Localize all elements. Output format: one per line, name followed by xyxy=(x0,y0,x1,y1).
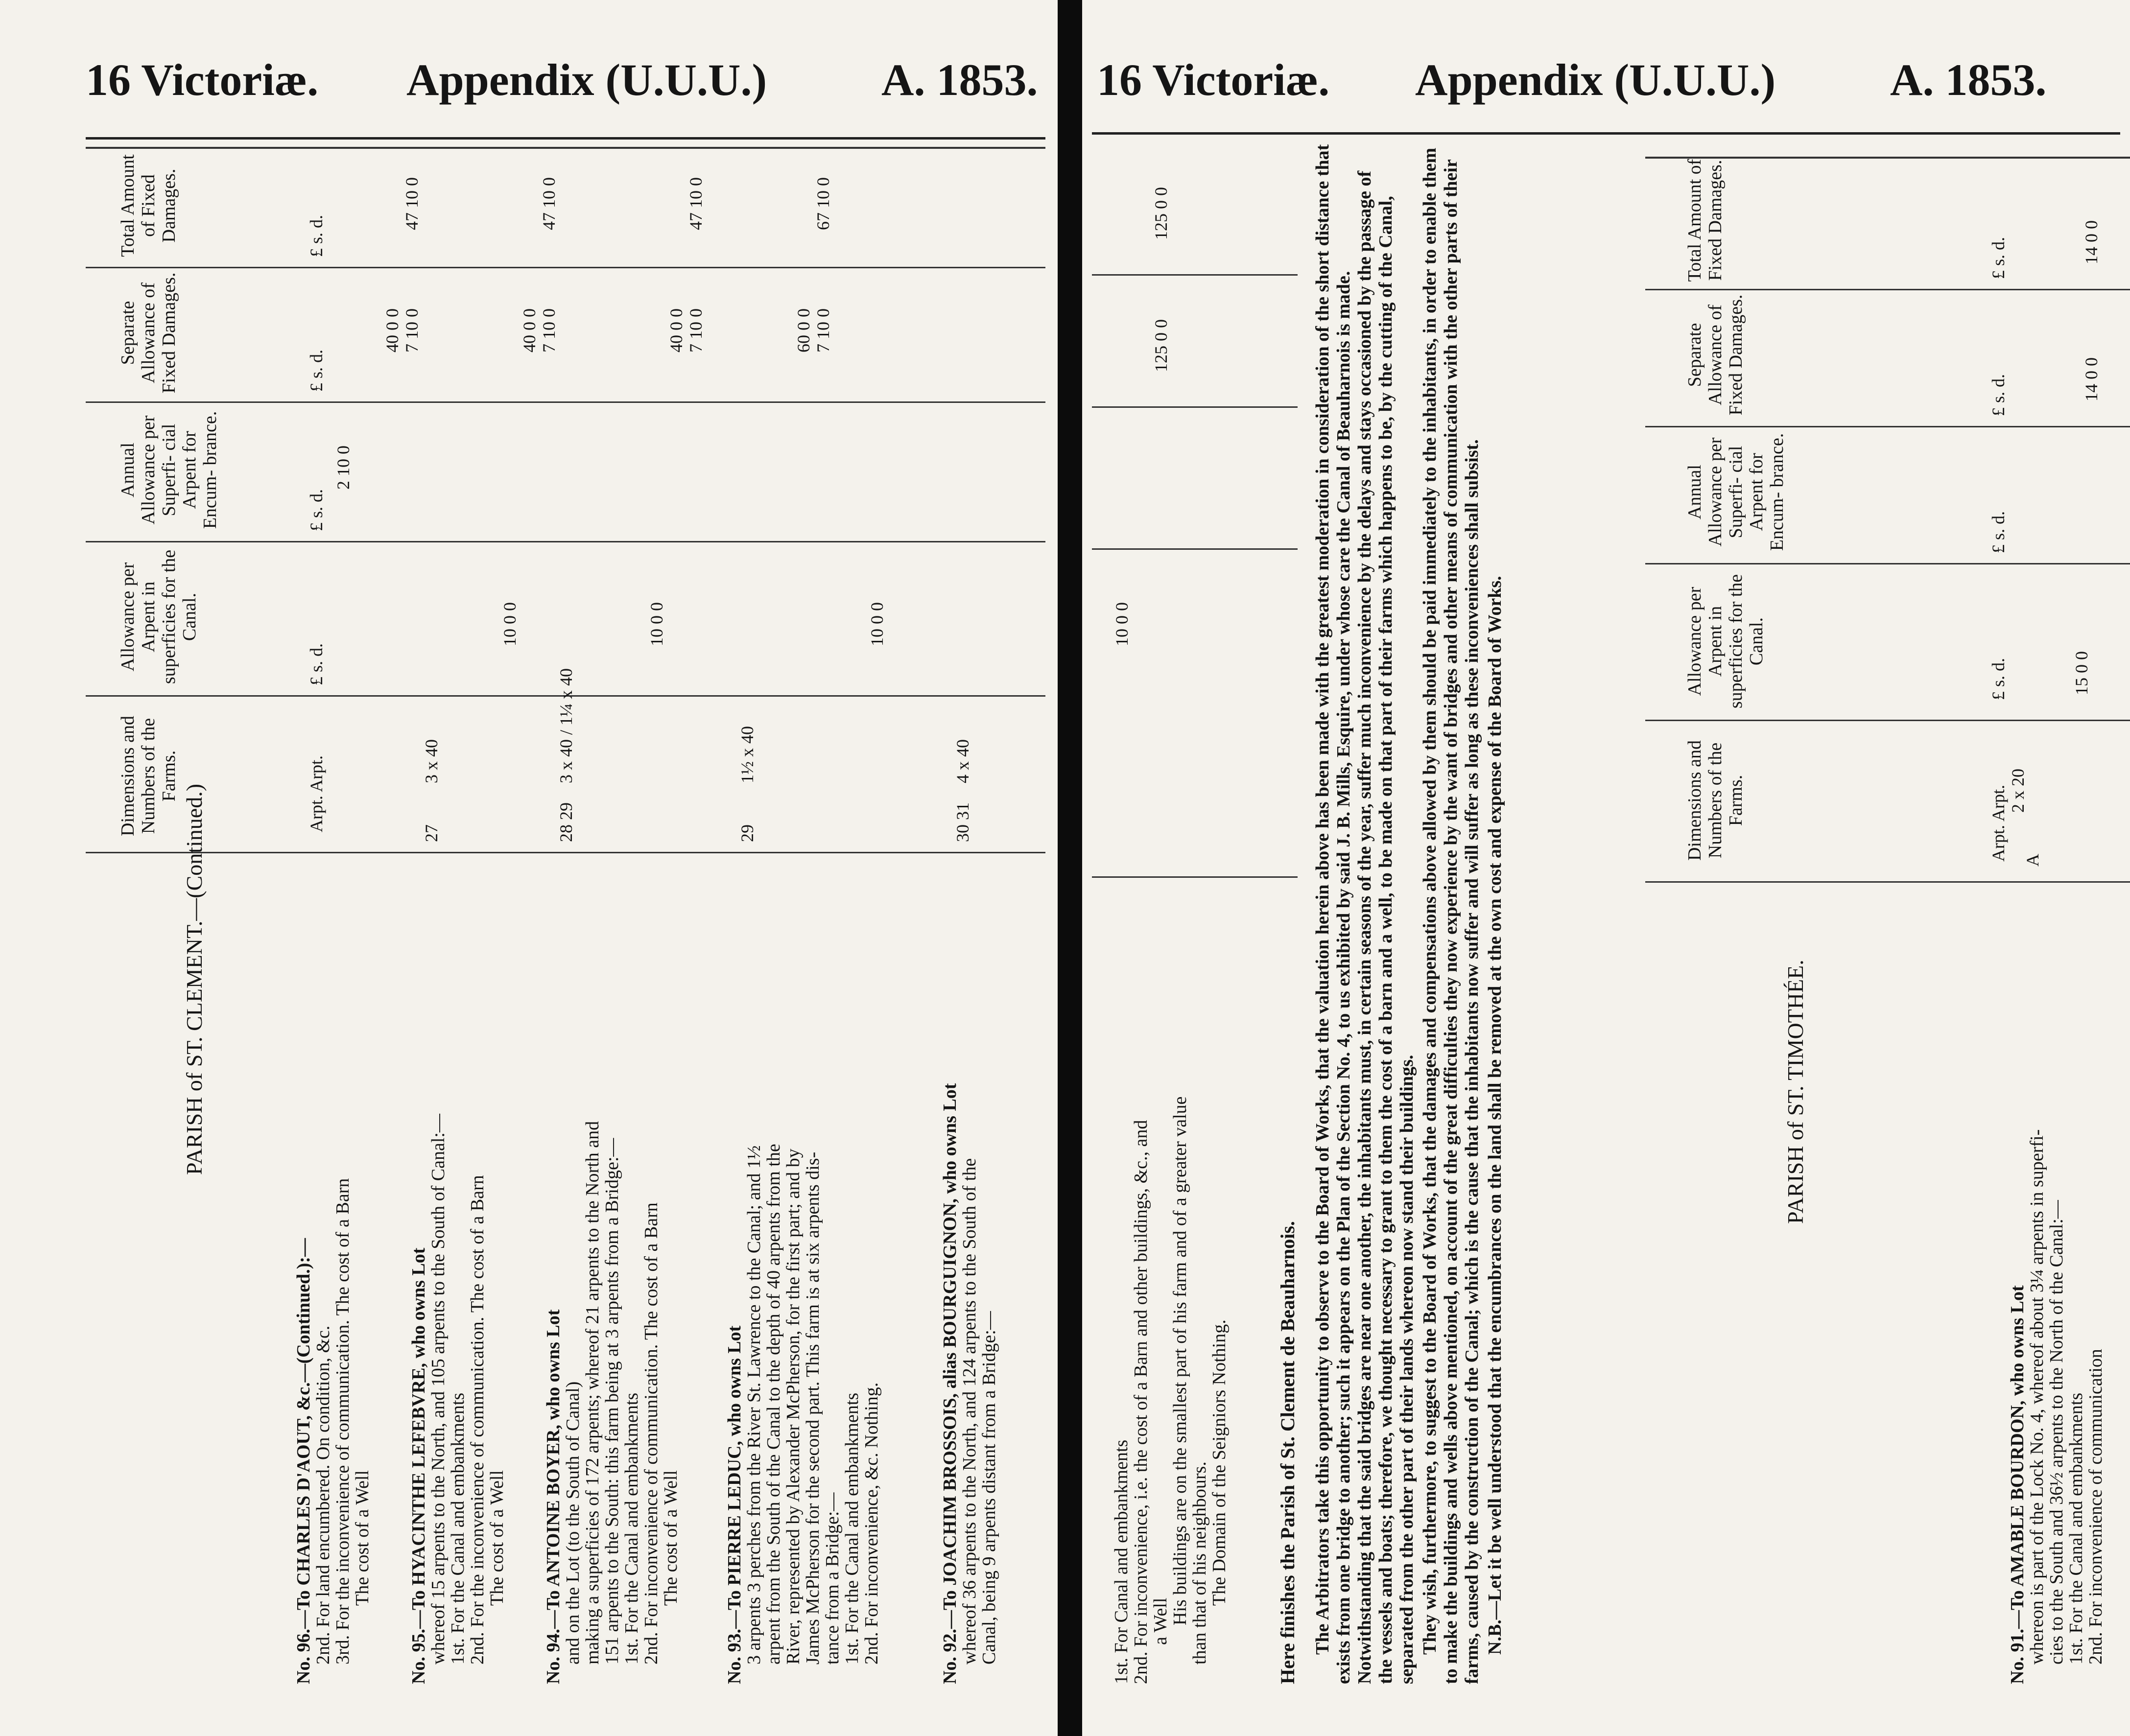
column-annual-heading: Annual Allowance per Superfi- cial Arpent for Encum- brance. xyxy=(118,411,220,529)
right-page xyxy=(1082,0,2130,1736)
farm-no: 29 xyxy=(737,824,757,842)
allow-col-rule xyxy=(1092,548,1298,550)
arpt-units: Arpt. Arpt. xyxy=(1988,785,2008,862)
column-total-heading: Total Amount of Fixed Damages. xyxy=(1684,159,1726,282)
entry-line: No. 91.—To AMABLE BOURDON, who owns Lot xyxy=(2007,1285,2028,1684)
separate-value: 125 0 0 xyxy=(1151,319,1171,372)
column-allowance-heading: Allowance per Arpent in superficies for the Canal. xyxy=(1684,574,1767,709)
money-units: £ s. d. xyxy=(307,214,326,257)
header-rule xyxy=(86,137,1045,140)
annual-col-rule xyxy=(86,401,1045,403)
entry-line: James McPherson for the second part. This farm is at six arpents dis- xyxy=(803,1151,823,1665)
separate-value: 7 10 0 xyxy=(402,308,422,352)
total-value: 47 10 0 xyxy=(402,177,422,230)
entry-no-91 xyxy=(2008,1129,2106,1684)
closing-paragraph: They wish, furthermore, to suggest to the Board of Works, that the damages and compensations above allowed by them should be paid immediately to the inhabitants, in order to enable them to make the buildings and wells above mentioned, on account of the great difficulties they now experience by the want of bridges and other means of communication with the other parts of their farms, caused by the construction of the Canal; which is the cause that the inhabitants now suffer and will suffer as long as these inconveniences shall subsist. xyxy=(1420,147,1482,1684)
total-value: 14 0 0 xyxy=(2082,220,2101,264)
separate-value: 7 10 0 xyxy=(686,308,706,352)
allowance-value: 10 0 0 xyxy=(867,602,887,646)
entry-line: 1st. For Canal and embankments xyxy=(1111,1439,1132,1684)
entry-line: whereof 15 arpents to the North, and 105 arpents to the South of Canal:— xyxy=(428,1114,449,1665)
total-value: 67 10 0 xyxy=(813,177,833,230)
entry-line: 3 arpents 3 perches from the River St. Lawrence to the Canal; and 1½ xyxy=(744,1145,764,1665)
separate-value: 14 0 0 xyxy=(2082,357,2101,401)
separate-col-rule xyxy=(86,267,1045,268)
money-units: £ s. d. xyxy=(307,349,326,392)
farm-dims: 2 x 20 xyxy=(2008,769,2028,813)
entry-line: No. 94.—To ANTOINE BOYER, who owns Lot xyxy=(543,1309,564,1684)
entry-line: tance from a Bridge:— xyxy=(822,1492,843,1665)
entry-line: 2nd. For the inconvenience of communication. The cost of a Barn xyxy=(467,1175,488,1665)
money-units: £ s. d. xyxy=(307,643,326,685)
closing-paragraph: The Arbitrators take this opportunity to observe to the Board of Works, that the valuation herein above has been made with the greatest moderation in consideration of the short distance that exists from one bridge to another; such it appears on the Plan of the Section No. 4, to us exhibited by said J. B. Mills, Esquire, under whose care the Canal of Beauharnois is made. Notwithstanding that the said bridges are near one another, the inhabitants must, in certain seasons of the year, suffer much inconvenience by the delays and stays occasioned by the passage of the vessels and boats; therefore, we thought necessary to grant to them the cost of a barn and a well, to be made on that part of their farms which happens to be, by the cutting of the Canal, separated from the other part of their lands whereon now stand their buildings. xyxy=(1312,144,1417,1684)
entry-line: 2nd. For land encumbered. On condition, &c. xyxy=(313,1325,333,1665)
closing-paragraph: N.B.—Let it be well understood that the encumbrances on the land shall be removed at the own cost and expense of the Board of Works. xyxy=(1485,576,1505,1655)
allowance-value: 15 0 0 xyxy=(2072,651,2091,695)
annual-value: 2 10 0 xyxy=(333,446,353,490)
money-units: £ s. d. xyxy=(1988,657,2008,700)
entry-line: 2nd. For inconvenience, &c. Nothing. xyxy=(861,1382,882,1665)
header-regnal: 16 Victoriæ. xyxy=(1097,55,1330,105)
column-description-heading: PARISH of ST. TIMOTHÉE. xyxy=(1783,960,1808,1224)
entry-line: 2nd. For inconvenience of communication xyxy=(2085,1349,2106,1665)
total-value: 47 10 0 xyxy=(686,177,706,230)
header-year: A. 1853. xyxy=(1890,55,2047,105)
left-page xyxy=(0,0,1058,1736)
desc-col-rule xyxy=(1092,876,1298,878)
entry-line: than that of his neighbours. xyxy=(1189,1461,1210,1665)
entry-no-92-continued xyxy=(1112,1096,1229,1684)
book-spine xyxy=(1058,0,1082,1736)
money-units: £ s. d. xyxy=(307,489,326,531)
farm-no: 28 29 xyxy=(556,802,576,842)
entry-line: The Domain of the Seigniors Nothing. xyxy=(1209,1319,1230,1606)
desc-col-rule xyxy=(1645,881,2130,883)
money-units: £ s. d. xyxy=(1988,236,2008,279)
money-units: £ s. d. xyxy=(1988,511,2008,553)
entry-line: 2nd. For inconvenience, i.e. the cost of a Barn and other buildings, &c., and xyxy=(1131,1120,1151,1684)
money-units: £ s. d. xyxy=(1988,374,2008,416)
entry-line: 2nd. For inconvenience of communication. The cost of a Barn xyxy=(641,1202,662,1665)
farm-no: A xyxy=(2023,854,2042,867)
entry-line: The cost of a Well xyxy=(661,1470,681,1606)
separate-value: 7 10 0 xyxy=(813,308,833,352)
total-value: 125 0 0 xyxy=(1151,187,1171,240)
total-value: 47 10 0 xyxy=(539,177,559,230)
arpt-units: Arpt. Arpt. xyxy=(307,755,326,832)
closing-heading: Here finishes the Parish of St. Clement de Beauharnois. xyxy=(1277,1221,1299,1684)
dims-col-rule xyxy=(1645,720,2130,721)
allow-col-rule xyxy=(1645,563,2130,564)
entry-line: and on the Lot (to the South of Canal) xyxy=(563,1381,583,1665)
table-top-rule xyxy=(86,147,1045,149)
entry-no-94 xyxy=(544,1121,681,1684)
entry-line: 1st. For the Canal and embankments xyxy=(621,1392,642,1665)
entry-line: cies to the South and 36½ arpents to the North of the Canal:— xyxy=(2046,1200,2067,1665)
entry-line: No. 92.—To JOACHIM BROSSOIS, alias BOURGUIGNON, who owns Lot xyxy=(940,1083,960,1684)
column-annual-heading: Annual Allowance per Superfi- cial Arpent for Encum- brance. xyxy=(1684,433,1787,551)
entry-line: No. 96.—To CHARLES D'AOUT, &c.—(Continued.):— xyxy=(293,1238,314,1684)
entry-line: 1st. For the Canal and embankments xyxy=(842,1392,862,1665)
entry-line: His buildings are on the smallest part of his farm and of a greater value xyxy=(1170,1096,1190,1625)
entry-line: The cost of a Well xyxy=(352,1470,373,1606)
allowance-value: 10 0 0 xyxy=(500,602,520,646)
column-separate-heading: Separate Allowance of Fixed Damages. xyxy=(1684,294,1746,416)
entry-line: 151 arpents to the South: this farm being at 3 arpents from a Bridge:— xyxy=(602,1138,622,1665)
entry-line: 1st. For the Canal and embankments xyxy=(2066,1392,2086,1665)
header-title: Appendix (U.U.U.) xyxy=(1415,55,1776,105)
header-regnal: 16 Victoriæ. xyxy=(86,55,319,105)
entry-line: whereon is part of the Lock No. 4, whereof about 3¼ arpents in superfi- xyxy=(2027,1129,2047,1665)
header-title: Appendix (U.U.U.) xyxy=(406,55,767,105)
entry-line: Canal, being 9 arpents distant from a Bridge:— xyxy=(979,1311,999,1665)
column-description-heading: PARISH of ST. CLEMENT.—(Continued.) xyxy=(182,783,207,1175)
farm-dims: 4 x 40 xyxy=(953,739,972,783)
header-rule xyxy=(1092,132,2120,135)
entry-line: arpent from the South of the Canal to the depth of 40 arpents from the xyxy=(763,1144,784,1665)
annual-col-rule xyxy=(1092,406,1298,408)
entry-no-92 xyxy=(940,1083,999,1684)
entry-no-95 xyxy=(409,1114,507,1684)
farm-no: 27 xyxy=(422,824,441,842)
separate-value: 40 0 0 xyxy=(382,308,402,352)
column-dimensions-heading: Dimensions and Numbers of the Farms. xyxy=(118,716,179,836)
entry-no-93 xyxy=(725,1144,881,1684)
entry-line: whereof 36 arpents to the North, and 124 arpents to the South of the xyxy=(959,1158,980,1665)
farm-dims: 1½ x 40 xyxy=(737,726,757,783)
entry-line: No. 93.—To PIERRE LEDUC, who owns Lot xyxy=(724,1325,745,1684)
farm-dims: 3 x 40 xyxy=(422,739,441,783)
entry-line: a Well xyxy=(1150,1597,1171,1645)
column-dimensions-heading: Dimensions and Numbers of the Farms. xyxy=(1684,740,1746,861)
entry-line: River, represented by Alexander McPherson, for the first part; and by xyxy=(783,1149,804,1665)
separate-value: 7 10 0 xyxy=(539,308,559,352)
entry-line: The cost of a Well xyxy=(487,1470,507,1606)
entry-line: making a superficies of 172 arpents; whereof 21 arpents to the North and xyxy=(582,1121,603,1665)
column-total-heading: Total Amount of Fixed Damages. xyxy=(118,154,179,257)
closing-remarks xyxy=(1312,142,1508,1684)
farm-dims: 3 x 40 / 1¼ x 40 xyxy=(556,668,576,783)
allowance-value: 10 0 0 xyxy=(1112,602,1132,646)
allowance-value: 10 0 0 xyxy=(647,602,666,646)
entry-line: 3rd. For the inconvenience of communication. The cost of a Barn xyxy=(332,1178,353,1665)
separate-value: 40 0 0 xyxy=(666,308,686,352)
header-year: A. 1853. xyxy=(881,55,1038,105)
column-allowance-heading: Allowance per Arpent in superficies for the Canal. xyxy=(118,549,200,684)
entry-line: 1st. For the Canal and embankments xyxy=(448,1392,468,1665)
entry-no-96 xyxy=(294,1178,372,1684)
allow-col-rule xyxy=(86,541,1045,542)
separate-value: 60 0 0 xyxy=(794,308,813,352)
separate-col-rule xyxy=(1092,274,1298,276)
separate-value: 40 0 0 xyxy=(520,308,539,352)
farm-no: 30 31 xyxy=(953,802,972,842)
column-separate-heading: Separate Allowance of Fixed Damages. xyxy=(118,272,179,394)
entry-line: No. 95.—To HYACINTHE LEFEBVRE, who owns Lot xyxy=(408,1247,429,1684)
desc-col-rule xyxy=(86,852,1045,853)
